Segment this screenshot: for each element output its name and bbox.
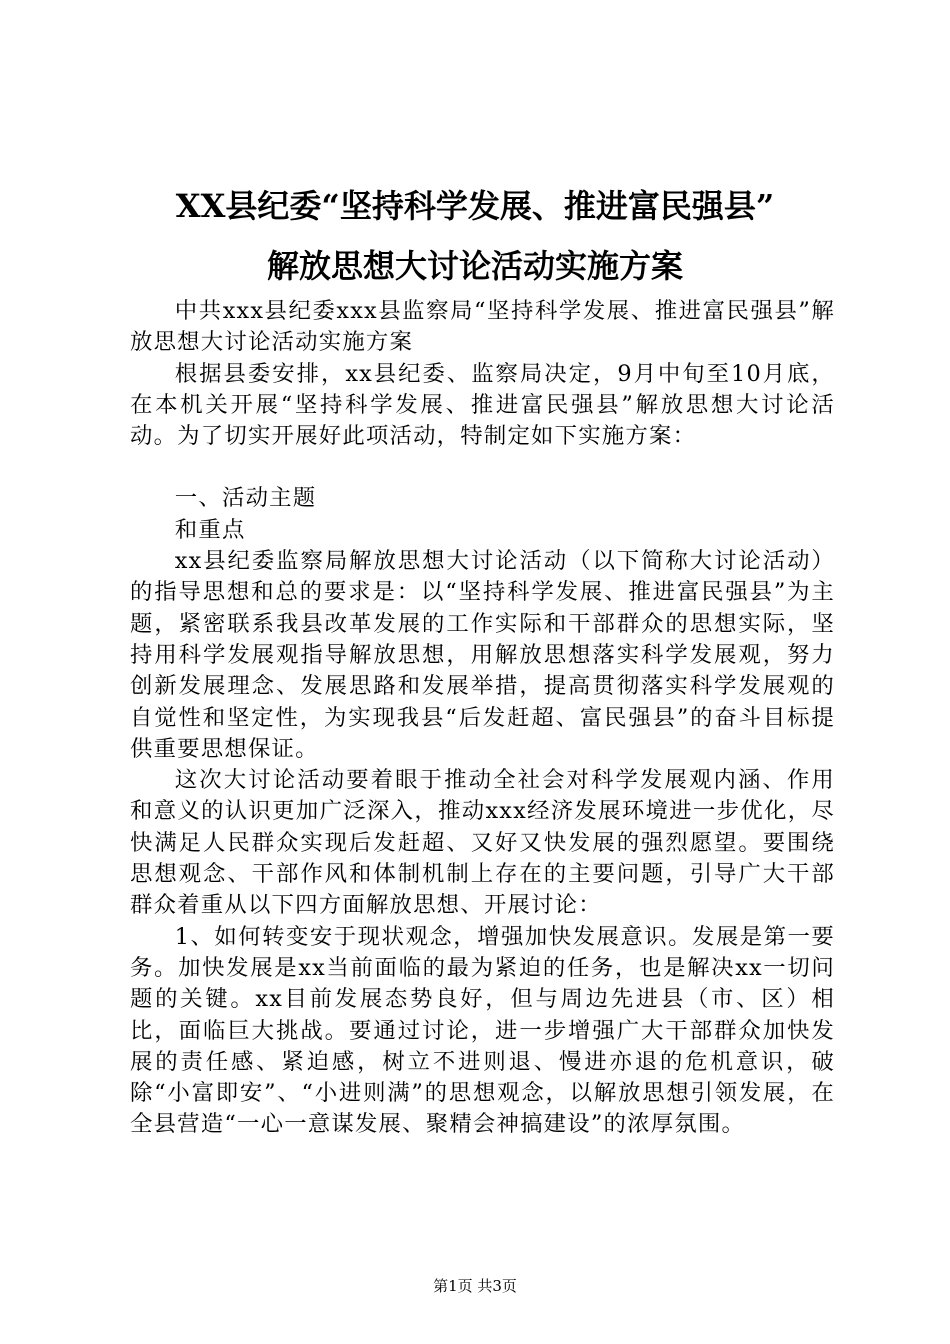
document-title-line-2: 解放思想大讨论活动实施方案 [266, 247, 683, 285]
page-number: 第1页 共3页 [433, 1277, 517, 1295]
paragraph-item-1: 1、如何转变安于现状观念，增强加快发展意识。发展是第一要务。加快发展是xx当前面临的最为紧迫的任务，也是解决xx一切问题的关键。xx目前发展态势良好，但与周边先进县（市、区）相比，面临巨大挑战。要通过讨论，进一步增强广大干部群众加快发展的责任感、紧迫感，树立不进则退、慢进亦退的危机意识，破除“小富即安”、“小进则满”的思想观念，以解放思想引领发展，在全县营造“一心一意谋发展、聚精会神搞建设”的浓厚氛围。 [130, 923, 835, 1138]
section-heading-theme: 一、活动主题 [174, 485, 317, 512]
section-heading-theme-cont: 和重点 [174, 516, 246, 543]
document-title-line-1: XX县纪委“坚持科学发展、推进富民强县” [175, 187, 775, 225]
paragraph-intro: 根据县委安排，xx县纪委、监察局决定，9月中旬至10月底，在本机关开展“坚持科学发展、推进富民强县”解放思想大讨论活动。为了切实开展好此项活动，特制定如下实施方案： [130, 360, 835, 450]
paragraph-focus: 这次大讨论活动要着眼于推动全社会对科学发展观内涵、作用和意义的认识更加广泛深入，推动xxx经济发展环境进一步优化，尽快满足人民群众实现后发赶超、又好又快发展的强烈愿望。要围绕思想观念、干部作风和体制机制上存在的主要问题，引导广大干部群众着重从以下四方面解放思想、开展讨论： [130, 767, 835, 919]
paragraph-heading-full-title: 中共xxx县纪委xxx县监察局“坚持科学发展、推进富民强县”解放思想大讨论活动实施方案 [130, 298, 835, 356]
paragraph-guiding-thought: xx县纪委监察局解放思想大讨论活动（以下简称大讨论活动）的指导思想和总的要求是：以“坚持科学发展、推进富民强县”为主题，紧密联系我县改革发展的工作实际和干部群众的思想实际，坚持用科学发展观指导解放思想，用解放思想落实科学发展观，努力创新发展理念、发展思路和发展举措，提高贯彻落实科学发展观的自觉性和坚定性，为实现我县“后发赶超、富民强县”的奋斗目标提供重要思想保证。 [130, 548, 835, 762]
document-body [130, 296, 835, 1141]
